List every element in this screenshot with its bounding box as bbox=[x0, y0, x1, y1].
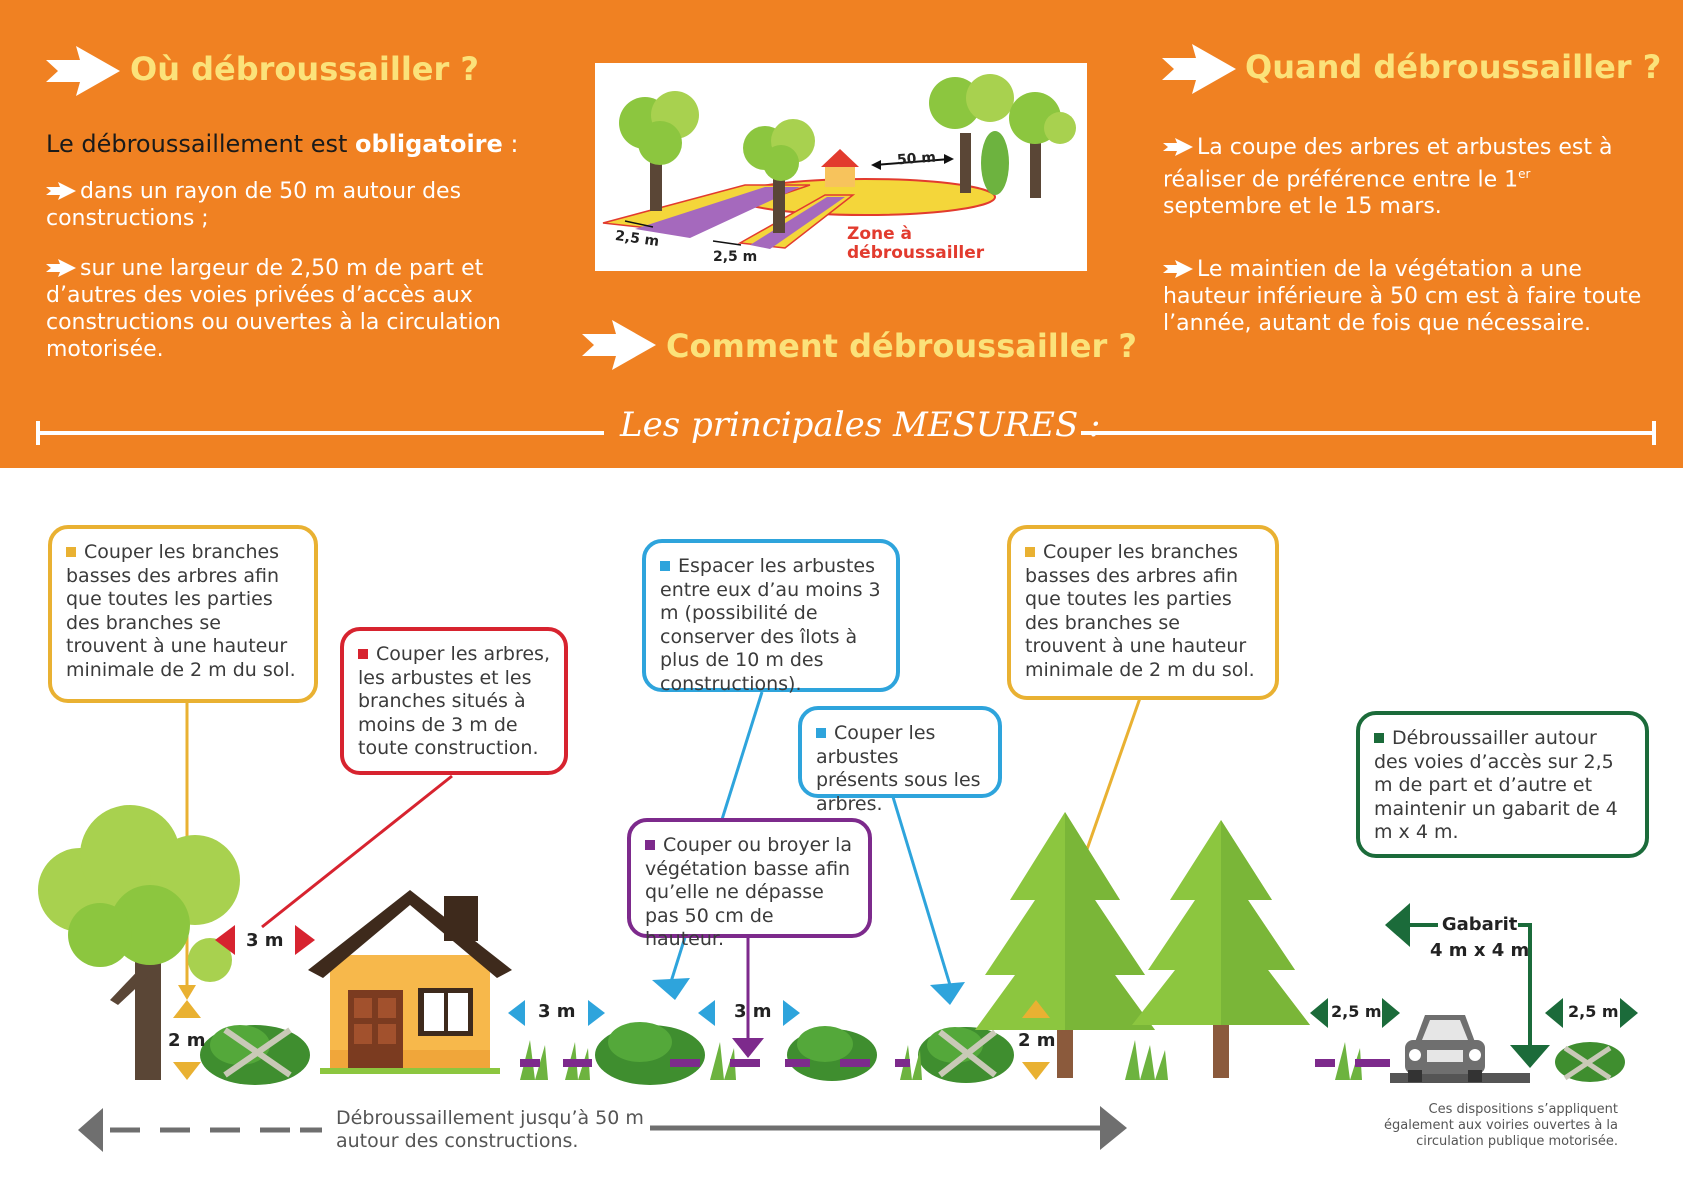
arrow-icon bbox=[582, 320, 656, 370]
callout-access-roads: Débroussailler autour des voies d’accès sur 2,5 m de part et d’autre et maintenir un gabarit de 4 m x 4 m. bbox=[1356, 711, 1649, 858]
arrow-icon bbox=[1162, 44, 1236, 94]
callout-cut-low-vegetation: Couper ou broyer la végétation basse afin qu’elle ne dépasse pas 50 cm de hauteur. bbox=[627, 818, 872, 938]
arrow-bullet-icon bbox=[1163, 138, 1193, 156]
callout-cut-shrubs-under-trees: Couper les arbustes présents sous les arbres. bbox=[798, 706, 1002, 798]
blue-square-icon bbox=[660, 561, 670, 571]
range-caption: Débroussaillement jusqu’à 50 m autour des constructions. bbox=[336, 1107, 644, 1152]
label-2m-left: 2 m bbox=[168, 1030, 206, 1051]
arrow-bullet-icon bbox=[1163, 260, 1193, 278]
where-intro: Le débroussaillement est obligatoire : bbox=[46, 130, 519, 158]
label-3m-house: 3 m bbox=[246, 930, 284, 951]
purple-square-icon bbox=[645, 840, 655, 850]
arrow-bullet-icon bbox=[46, 182, 76, 200]
label-2-5m-right: 2,5 m bbox=[1568, 1002, 1619, 1021]
label-3m-shrubs-b: 3 m bbox=[734, 1001, 772, 1022]
arrow-bullet-icon bbox=[46, 259, 76, 277]
label-zone: Zone à débroussailler bbox=[847, 224, 985, 263]
mesures-title: Les principales MESURES : bbox=[620, 405, 1101, 445]
arrow-icon bbox=[46, 46, 120, 96]
callout-cut-low-branches-right: Couper les branches basses des arbres afin que toutes les parties des branches se trouvent à une hauteur minimale de 2 m du sol. bbox=[1007, 525, 1279, 700]
label-3m-shrubs-a: 3 m bbox=[538, 1001, 576, 1022]
label-2m-right: 2 m bbox=[1018, 1030, 1056, 1051]
where-bullet-1: dans un rayon de 50 m autour des constructions ; bbox=[46, 179, 462, 231]
label-50m: 50 m bbox=[896, 149, 937, 169]
when-title: Quand débroussailler ? bbox=[1245, 48, 1662, 86]
callout-space-shrubs: Espacer les arbustes entre eux d’au moins 3 m (possibilité de conserver des îlots à plus de 10 m des constructions). bbox=[642, 539, 900, 692]
label-2-5m-left: 2,5 m bbox=[1331, 1002, 1382, 1021]
red-square-icon bbox=[358, 649, 368, 659]
zone-illustration bbox=[595, 63, 1087, 271]
how-title: Comment débroussailler ? bbox=[666, 327, 1137, 365]
roads-note: Ces dispositions s’appliquent également aux voiries ouvertes à la circulation publique motorisée. bbox=[1383, 1102, 1618, 1149]
label-2-5m-left: 2,5 m bbox=[614, 227, 661, 251]
callout-cut-near-construction: Couper les arbres, les arbustes et les branches situés à moins de 3 m de toute construction. bbox=[340, 627, 568, 775]
label-2-5m-mid: 2,5 m bbox=[713, 249, 758, 265]
label-gabarit: Gabarit 4 m x 4 m bbox=[1430, 914, 1530, 961]
when-paragraph-1: La coupe des arbres et arbustes est à réaliser de préférence entre le 1er septembre et le 15 mars. bbox=[1163, 135, 1613, 220]
yellow-square-icon bbox=[1025, 547, 1035, 557]
blue-square-icon bbox=[816, 728, 826, 738]
when-paragraph-2: Le maintien de la végétation a une hauteur inférieure à 50 cm est à faire toute l’année, autant de fois que nécessaire. bbox=[1163, 257, 1642, 336]
where-title: Où débroussailler ? bbox=[130, 50, 479, 88]
where-bullet-2: sur une largeur de 2,50 m de part et d’autres des voies privées d’accès aux constructions ou ouvertes à la circulation motorisée. bbox=[46, 256, 501, 362]
green-square-icon bbox=[1374, 733, 1384, 743]
yellow-square-icon bbox=[66, 547, 76, 557]
callout-cut-low-branches-left: Couper les branches basses des arbres afin que toutes les parties des branches se trouvent à une hauteur minimale de 2 m du sol. bbox=[48, 525, 318, 703]
